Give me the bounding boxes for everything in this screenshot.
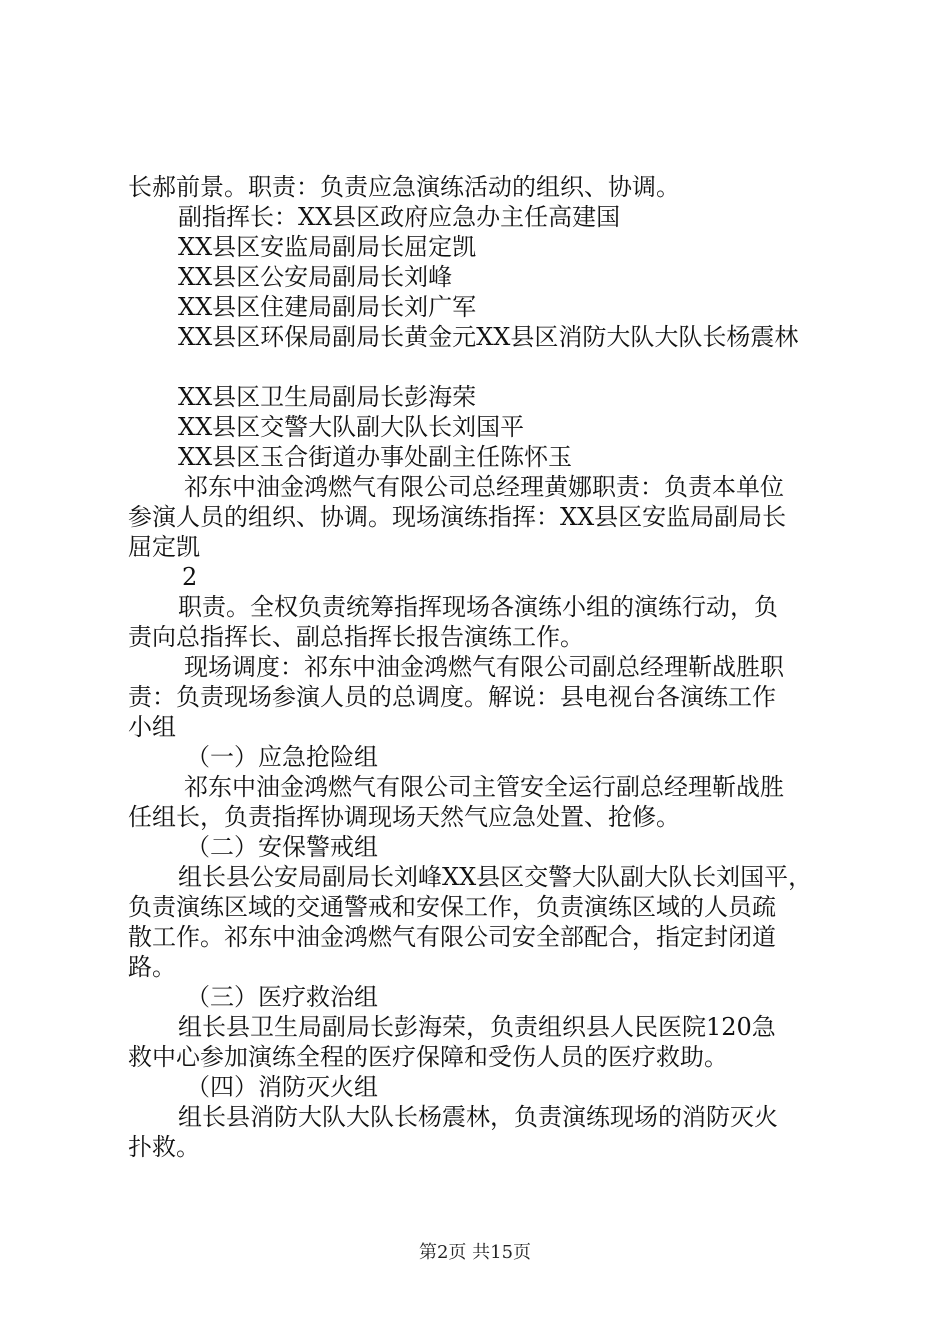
text-line: 职责。全权负责统筹指挥现场各演练小组的演练行动，负 <box>178 593 778 621</box>
section-heading: （一）应急抢险组 <box>186 743 378 771</box>
text-line: 参演人员的组织、协调。现场演练指挥：XX县区安监局副局长 <box>128 503 787 531</box>
inline-page-number: 2 <box>182 563 198 591</box>
text-line: 现场调度：祁东中油金鸿燃气有限公司副总经理靳战胜职 <box>184 653 784 681</box>
text-line: 祁东中油金鸿燃气有限公司总经理黄娜职责：负责本单位 <box>184 473 784 501</box>
paragraph-gap <box>128 352 840 382</box>
section-heading: （四）消防灭火组 <box>186 1073 378 1101</box>
text-line: XX县区卫生局副局长彭海荣 <box>178 383 477 411</box>
text-line: XX县区交警大队副大队长刘国平 <box>178 413 525 441</box>
text-line: XX县区玉合街道办事处副主任陈怀玉 <box>178 443 573 471</box>
text-line: XX县区安监局副局长屈定凯 <box>178 233 477 261</box>
text-line: 散工作。祁东中油金鸿燃气有限公司安全部配合，指定封闭道 <box>128 923 776 951</box>
text-line: 任组长，负责指挥协调现场天然气应急处置、抢修。 <box>128 803 680 831</box>
text-line: 扑救。 <box>128 1133 200 1161</box>
text-line: 组长县消防大队大队长杨震林，负责演练现场的消防灭火 <box>178 1103 778 1131</box>
document-body <box>128 172 840 1162</box>
page-footer <box>0 1242 950 1264</box>
text-line: 负责演练区域的交通警戒和安保工作，负责演练区域的人员疏 <box>128 893 776 921</box>
section-heading: （二）安保警戒组 <box>186 833 378 861</box>
text-line: 小组 <box>128 713 176 741</box>
section-heading: （三）医疗救治组 <box>186 983 378 1011</box>
text-line: XX县区环保局副局长黄金元XX县区消防大队大队长杨震林 <box>178 323 799 351</box>
text-line: 祁东中油金鸿燃气有限公司主管安全运行副总经理靳战胜 <box>184 773 784 801</box>
text-line: 路。 <box>128 953 176 981</box>
text-line: 责向总指挥长、副总指挥长报告演练工作。 <box>128 623 584 651</box>
text-line: 救中心参加演练全程的医疗保障和受伤人员的医疗救助。 <box>128 1043 728 1071</box>
text-line: 屈定凯 <box>128 533 200 561</box>
text-line: 长郝前景。职责：负责应急演练活动的组织、协调。 <box>128 173 680 201</box>
text-line: XX县区住建局副局长刘广军 <box>178 293 477 321</box>
page-counter: 第2页 共15页 <box>418 1242 532 1263</box>
text-line: 责：负责现场参演人员的总调度。解说：县电视台各演练工作 <box>128 683 776 711</box>
text-line: 组长县公安局副局长刘峰XX县区交警大队副大队长刘国平， <box>178 863 813 891</box>
text-line: 组长县卫生局副局长彭海荣，负责组织县人民医院120急 <box>178 1013 776 1041</box>
text-line: 副指挥长：XX县区政府应急办主任高建国 <box>178 203 621 231</box>
text-line: XX县区公安局副局长刘峰 <box>178 263 453 291</box>
